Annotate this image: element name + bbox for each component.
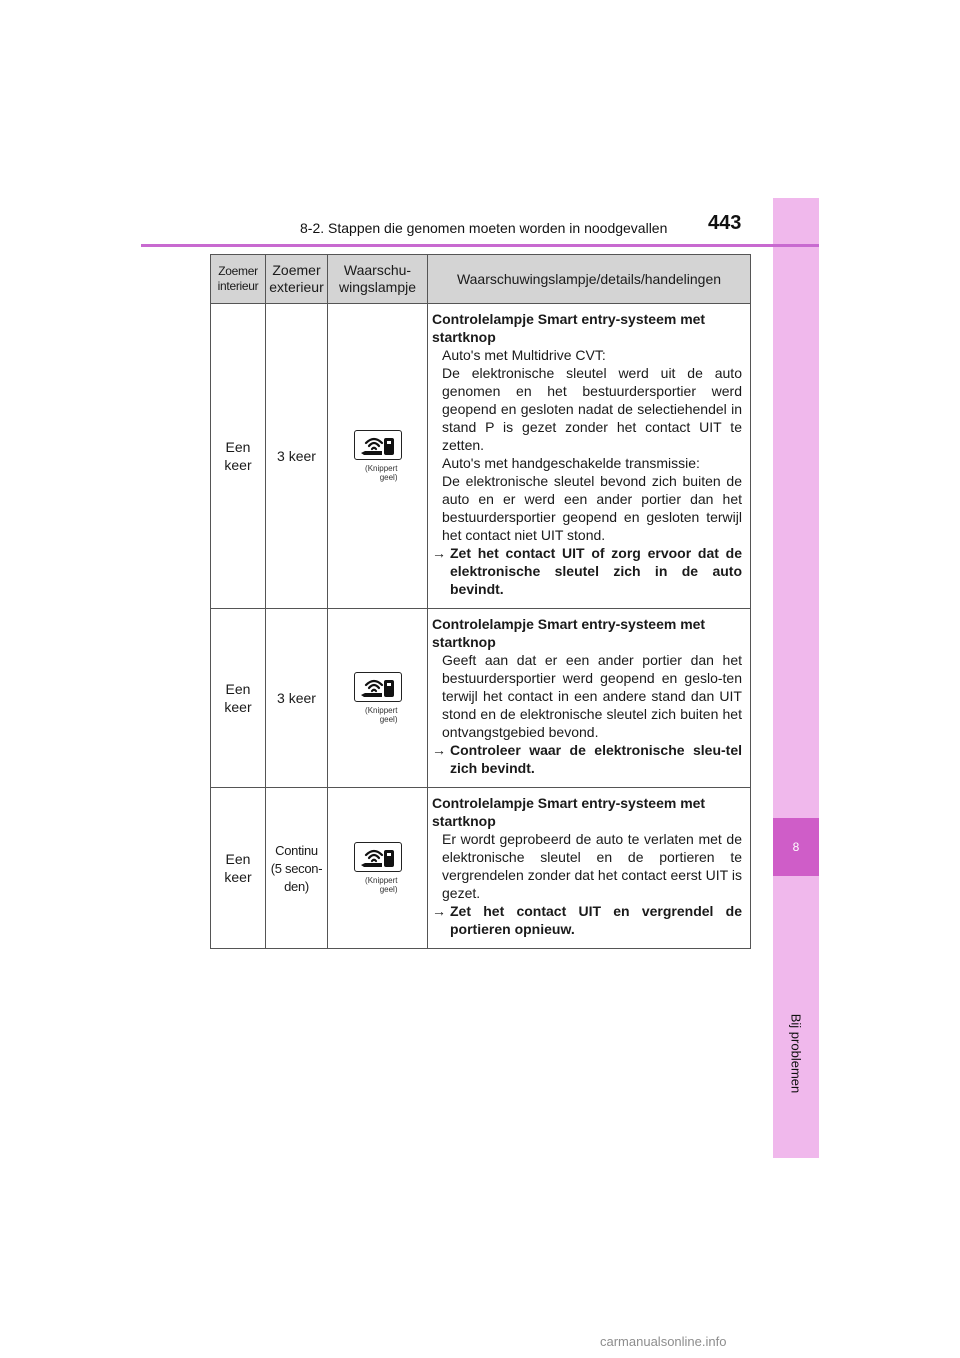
warning-table: [210, 254, 751, 949]
table-row: [211, 609, 751, 788]
lamp-note: [358, 464, 398, 482]
warning-lamp-cell: [328, 788, 428, 949]
lamp-note: [358, 706, 398, 724]
details-text: Geeft aan dat er een ander portier dan het bestuurdersportier werd geopend en geslo-ten terwijl het contact in een andere stand dan UIT stond en de elektronische sleutel zich buiten het ontvangstgebied bevond.: [442, 652, 742, 740]
chapter-number-box: [773, 818, 819, 876]
col-header-line: interieur: [217, 279, 259, 293]
col-header-line: exterieur: [269, 279, 324, 295]
lamp-title: Controlelampje Smart entry-systeem met startknop: [432, 616, 706, 650]
lamp-note-line: geel): [379, 473, 398, 482]
interior-buzzer-line: keer: [224, 869, 252, 885]
action-text: Zet het contact UIT en vergrendel de portieren opnieuw.: [450, 903, 742, 937]
lamp-note-line: (Knippert: [365, 876, 398, 885]
lamp-title: Controlelampje Smart entry-systeem met startknop: [432, 311, 706, 345]
interior-buzzer-line: Een: [225, 851, 251, 867]
details-text: Auto's met handgeschakelde transmissie:: [442, 455, 700, 471]
lamp-note: [358, 876, 398, 894]
interior-buzzer-cell: [211, 304, 266, 609]
chapter-side-tab: [773, 198, 819, 1158]
action-text: Zet het contact UIT of zorg ervoor dat de elektronische sleutel zich in de auto bevindt.: [450, 545, 742, 597]
action-line: [432, 902, 742, 938]
arrow-icon: →: [432, 742, 446, 758]
exterior-buzzer-line: Continu: [275, 843, 318, 858]
action-line: [432, 741, 742, 777]
details-cell: [428, 304, 751, 609]
exterior-buzzer-cell: [266, 788, 328, 949]
chapter-number: 8: [792, 840, 800, 854]
smart-key-icon-svg: [358, 846, 398, 868]
exterior-buzzer-line: 3 keer: [277, 690, 316, 706]
page-number: 443: [708, 212, 742, 234]
exterior-buzzer-line: 3 keer: [277, 448, 316, 464]
chapter-label: Bij problemen: [788, 1013, 804, 1093]
details-text: Auto's met Multidrive CVT:: [442, 347, 606, 363]
exterior-buzzer-cell: [266, 304, 328, 609]
details-text: De elektronische sleutel werd uit de auto genomen en het bestuurdersportier werd geopend en gesloten nadat de selectiehendel in stand P is gezet zonder het contact UIT te zetten.: [442, 365, 742, 453]
lamp-wrap: [328, 672, 427, 724]
col-header-details: [428, 255, 751, 304]
exterior-buzzer-line: (5 secon-: [270, 861, 323, 876]
lamp-wrap: [328, 430, 427, 482]
interior-buzzer-line: Een: [225, 439, 251, 455]
action-line: [432, 544, 742, 598]
interior-buzzer-line: keer: [224, 457, 252, 473]
interior-buzzer-line: keer: [224, 699, 252, 715]
lamp-note-line: geel): [379, 715, 398, 724]
details-text: Er wordt geprobeerd de auto te verlaten met de elektronische sleutel en de portieren te vergrendelen zonder dat het contact eerst UIT is gezet.: [442, 831, 742, 901]
lamp-wrap: [328, 842, 427, 894]
col-header-line: wingslampje: [338, 279, 417, 295]
lamp-title: Controlelampje Smart entry-systeem met startknop: [432, 795, 706, 829]
details-cell: [428, 609, 751, 788]
smart-key-icon-svg: [358, 676, 398, 698]
warning-lamp-cell: [328, 609, 428, 788]
interior-buzzer-cell: [211, 788, 266, 949]
action-text: Controleer waar de elektronische sleu-tel zich bevindt.: [450, 742, 742, 776]
details-body: [432, 346, 742, 544]
lamp-note-line: (Knippert: [365, 464, 398, 473]
details-body: [432, 651, 742, 741]
col-header-lamp: [328, 255, 428, 304]
lamp-note-line: geel): [379, 885, 398, 894]
table-row: [211, 304, 751, 609]
smart-key-icon-svg: [358, 434, 398, 456]
chapter-label-wrap: [773, 1013, 819, 1093]
col-header-exterior: [266, 255, 328, 304]
lamp-note-line: (Knippert: [365, 706, 398, 715]
col-header-line: Zoemer: [272, 262, 321, 278]
details-text: De elektronische sleutel bevond zich buiten de auto en er werd een ander portier dan het bestuurdersportier geopend en gesloten terwijl het contact niet UIT stond.: [442, 473, 742, 543]
warning-lamp-cell: [328, 304, 428, 609]
table-row: [211, 788, 751, 949]
table-header-row: [211, 255, 751, 304]
section-title: 8-2. Stappen die genomen moeten worden in noodgevallen: [300, 220, 668, 236]
smart-key-icon: [354, 842, 402, 872]
col-header-interior: [211, 255, 266, 304]
col-header-line: Zoemer: [218, 264, 258, 278]
smart-key-icon: [354, 430, 402, 460]
arrow-icon: →: [432, 903, 446, 919]
interior-buzzer-line: Een: [225, 681, 251, 697]
details-cell: [428, 788, 751, 949]
details-body: [432, 830, 742, 902]
interior-buzzer-cell: [211, 609, 266, 788]
watermark: carmanualsonline.info: [600, 1334, 727, 1349]
header-divider: [141, 244, 819, 247]
col-header-line: Waarschuwingslampje/details/handelingen: [456, 270, 722, 287]
col-header-line: Waarschu-: [343, 262, 412, 278]
exterior-buzzer-line: den): [284, 879, 309, 894]
exterior-buzzer-cell: [266, 609, 328, 788]
arrow-icon: →: [432, 545, 446, 561]
smart-key-icon: [354, 672, 402, 702]
